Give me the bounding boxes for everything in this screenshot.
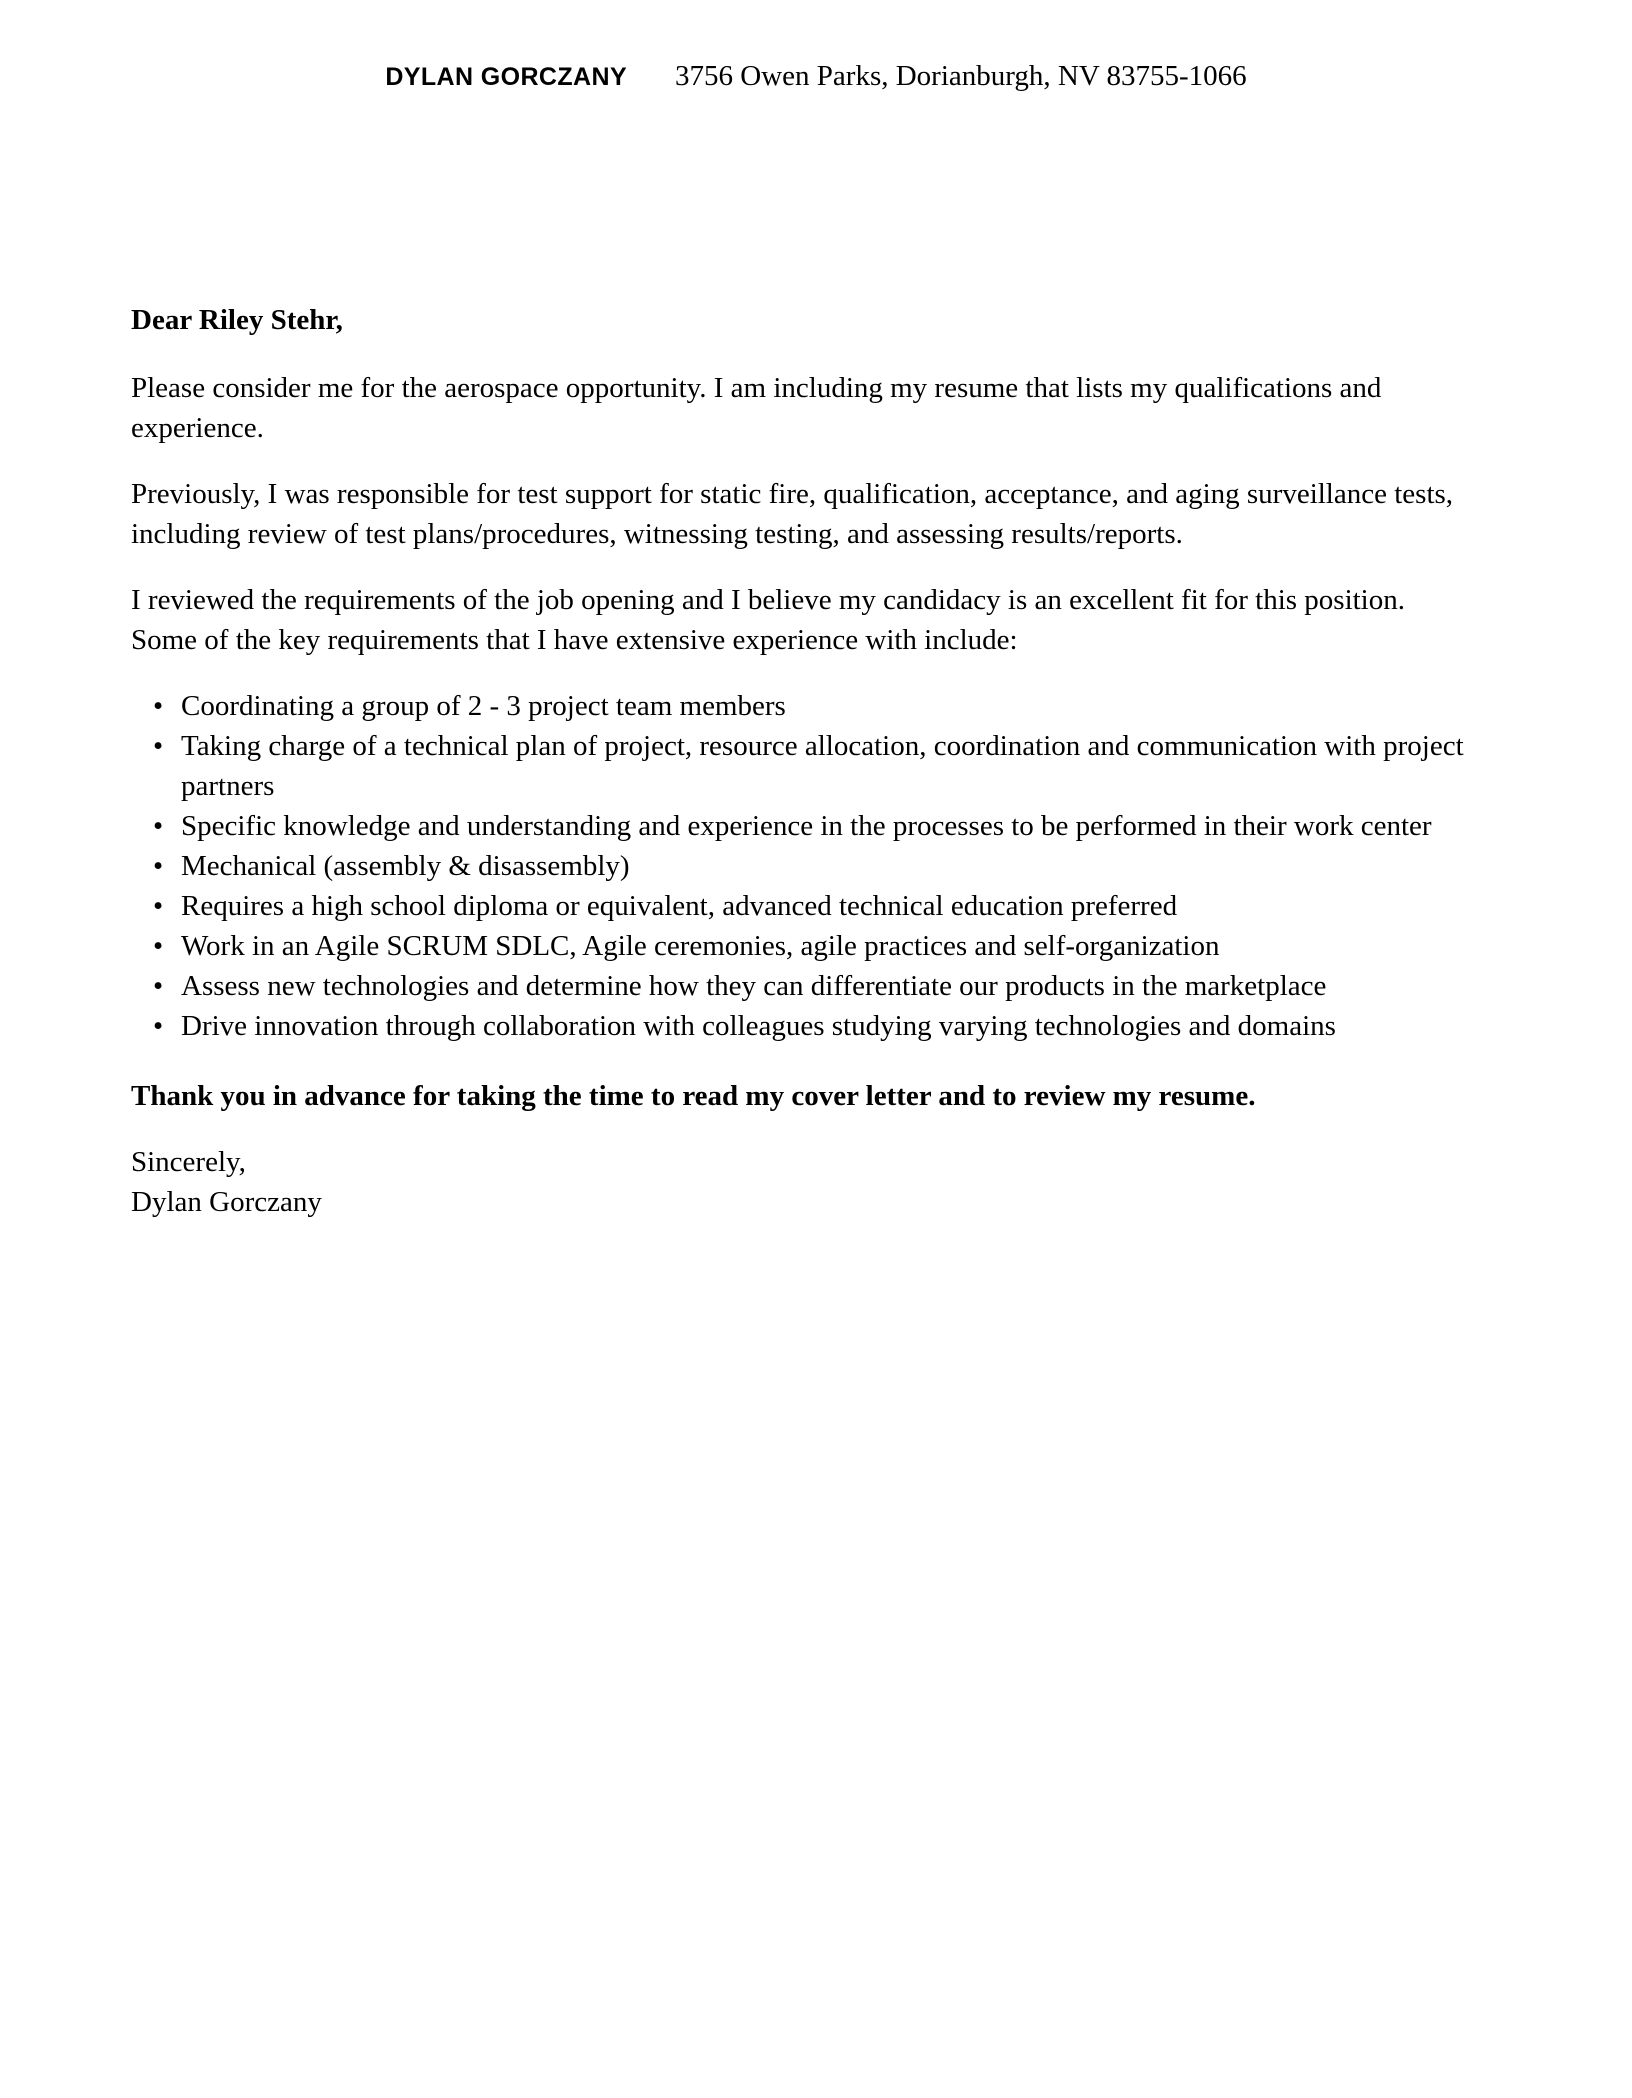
list-item-label: Requires a high school diploma or equivalent, advanced technical education preferred [181,890,1178,922]
letter-body [131,300,1471,1222]
bullet-icon: • [153,1010,164,1042]
sender-name: DYLAN GORCZANY [385,63,628,91]
signature-block [131,1142,1471,1222]
requirements-list [131,686,1471,1046]
list-item [131,806,1471,846]
list-item [131,966,1471,1006]
list-item-label: Work in an Agile SCRUM SDLC, Agile ceremonies, agile practices and self-organization [181,930,1220,962]
list-item-label: Specific knowledge and understanding and experience in the processes to be performed in their work center [181,810,1432,842]
signoff-name: Dylan Gorczany [131,1186,322,1218]
list-item [131,686,1471,726]
sender-address: 3756 Owen Parks, Dorianburgh, NV 83755-1066 [675,60,1247,92]
bullet-icon: • [153,690,164,722]
bullet-icon: • [153,730,164,762]
paragraph-intro: Please consider me for the aerospace opportunity. I am including my resume that lists my qualifications and experience. [131,372,1382,444]
list-item-label: Assess new technologies and determine how they can differentiate our products in the marketplace [181,970,1327,1002]
bullet-icon: • [153,850,164,882]
bullet-icon: • [153,810,164,842]
letterhead [0,62,1632,91]
list-item [131,726,1471,806]
salutation: Dear Riley Stehr, [131,304,343,336]
list-item-label: Drive innovation through collaboration with colleagues studying varying technologies and domains [181,1010,1336,1042]
list-item-label: Coordinating a group of 2 - 3 project team members [181,690,786,722]
closing-statement: Thank you in advance for taking the time to read my cover letter and to review my resume. [131,1080,1256,1112]
bullet-icon: • [153,970,164,1002]
paragraph-requirements-intro: I reviewed the requirements of the job opening and I believe my candidacy is an excellent fit for this position. Some of the key requirements that I have extensive experience with include: [131,584,1405,656]
list-item [131,926,1471,966]
signoff-line: Sincerely, [131,1146,246,1178]
list-item-label: Mechanical (assembly & disassembly) [181,850,630,882]
list-item [131,846,1471,886]
list-item-label: Taking charge of a technical plan of project, resource allocation, coordination and communication with project partners [181,730,1464,802]
list-item [131,886,1471,926]
paragraph-experience: Previously, I was responsible for test support for static fire, qualification, acceptance, and aging surveillance tests, including review of test plans/procedures, witnessing testing, and assessing results/reports. [131,478,1454,550]
bullet-icon: • [153,890,164,922]
list-item [131,1006,1471,1046]
bullet-icon: • [153,930,164,962]
